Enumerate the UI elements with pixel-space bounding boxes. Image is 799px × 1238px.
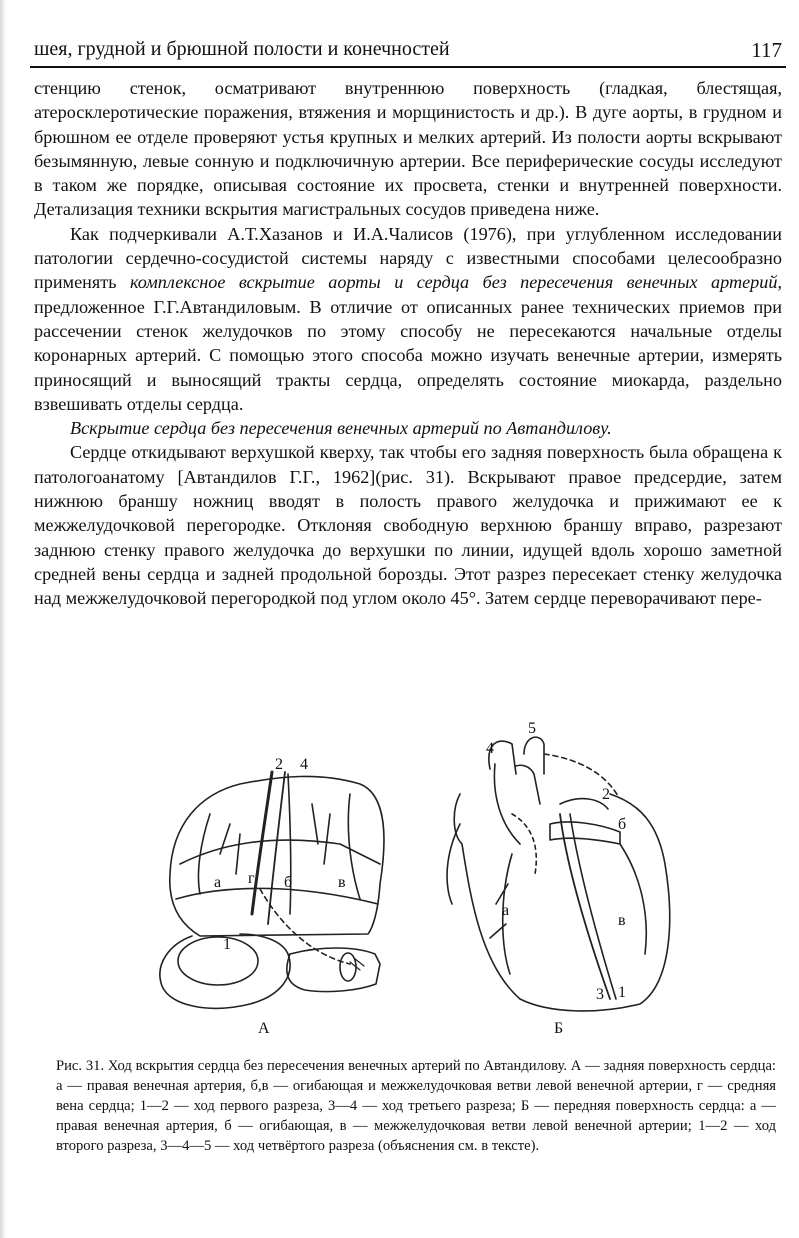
- panel-a-label: А: [258, 1020, 270, 1037]
- heart-diagram: [140, 714, 700, 1044]
- mark-b-5: 5: [528, 720, 536, 737]
- italic-text: комплексное вскрытие аорты и сердца без пересечения венечных артерий: [129, 272, 778, 293]
- panel-b-drawing: [447, 737, 670, 1011]
- text-run: , предложенное Г.Г.Автандиловым. В отличие от описанных ранее технических приемов при рассечении стенок желудочков по этому способу не пересекаются начальные отделы коронарных артерий. С помощью этого способа можно изучать венечные артерии, измерять приносящий и выносящий тракты сердца, определять состояние миокарда, раздельно взвешивать отделы сердца.: [34, 272, 783, 414]
- paragraph: [34, 416, 782, 440]
- text-run: стенцию стенок, осматривают внутреннюю поверхность (гладкая, блестящая, атеросклеротические поражения, втяжения и морщинистость и др.). В дуге аорты, в грудном и брюшном ее отделе проверяют устья крупных и мелких артерий. Из полости аорты вскрывают безымянную, левые сонную и подключичную артерии. Все периферические сосуды исследуют в таком же порядке, описывая состояние их просвета, стенки и внутренней поверхности. Детализация техники вскрытия магистральных сосудов приведена ниже.: [34, 78, 782, 220]
- paragraph: [34, 440, 782, 610]
- mark-a-4: 4: [300, 756, 308, 773]
- mark-a-2: 2: [275, 756, 283, 773]
- paragraph: [34, 76, 782, 222]
- caption-text: Рис. 31. Ход вскрытия сердца без пересечения венечных артерий по Автандилову. А — задняя поверхность сердца: а — правая венечная артерия, б,в — огибающая и межжелудочковая ветви левой венечной артерии, г — средняя вена сердца; 1—2 — ход первого разреза, 3—4 — ход третьего разреза; Б — передняя поверхность сердца: а — правая венечная артерия, б — огибающая, в — межжелудочковая ветви левой венечной артерии; 1—2 — ход второго разреза, 3—4—5 — ход четвёртого разреза (объяснения см. в тексте).: [56, 1058, 776, 1154]
- header-title: шея, грудной и брюшной полости и конечностей: [34, 38, 450, 60]
- figure-caption: [56, 1056, 776, 1156]
- mark-b-v: в: [618, 912, 626, 929]
- panel-a-drawing: [160, 772, 384, 1008]
- mark-b-4: 4: [486, 740, 494, 757]
- text-run: Вскрытие сердца без пересечения венечных артерий по Автандилову.: [70, 418, 612, 439]
- mark-b-1: 1: [618, 984, 626, 1001]
- mark-a-g: г: [248, 870, 255, 887]
- text-run: Сердце откидывают верхушкой кверху, так чтобы его задняя поверхность была обращена к патологоанатому [Автандилов Г.Г., 1962](рис. 31). Вскрывают правое предсердие, затем нижнюю браншу ножниц вводят в полость правого желудочка и прижимают ее к межжелудочковой перегородке. Отклоняя свободную верхнюю браншу вправо, разрезают заднюю стенку правого желудочка до верхушки по линии, идущей вдоль хорошо заметной средней вены сердца и задней продольной борозды. Этот разрез пересекает стенку желудочка над межжелудочковой перегородкой под углом около 45°. Затем сердце переворачивают пере-: [34, 442, 782, 609]
- mark-a-a: а: [214, 874, 222, 891]
- scan-edge: [0, 0, 6, 1238]
- mark-a-b: б: [284, 874, 293, 891]
- paragraph: [34, 222, 782, 416]
- mark-a-v: в: [338, 874, 346, 891]
- mark-b-b: б: [618, 816, 627, 833]
- text-run: Как подчеркивали А.Т.Хазанов и И.А.Чалисов (1976), при углубленном исследовании патологии сердечно-сосудистой системы наряду с известными способами целесообразно применять: [34, 223, 782, 293]
- mark-b-3: 3: [596, 986, 604, 1003]
- mark-b-a: а: [502, 902, 510, 919]
- mark-b-2: 2: [602, 786, 610, 803]
- panel-b-label: Б: [554, 1020, 564, 1037]
- mark-a-1: 1: [223, 936, 231, 953]
- body-text: [34, 76, 782, 611]
- page-number: 117: [751, 38, 782, 62]
- running-header: [30, 36, 786, 68]
- figure-31: [140, 714, 700, 1044]
